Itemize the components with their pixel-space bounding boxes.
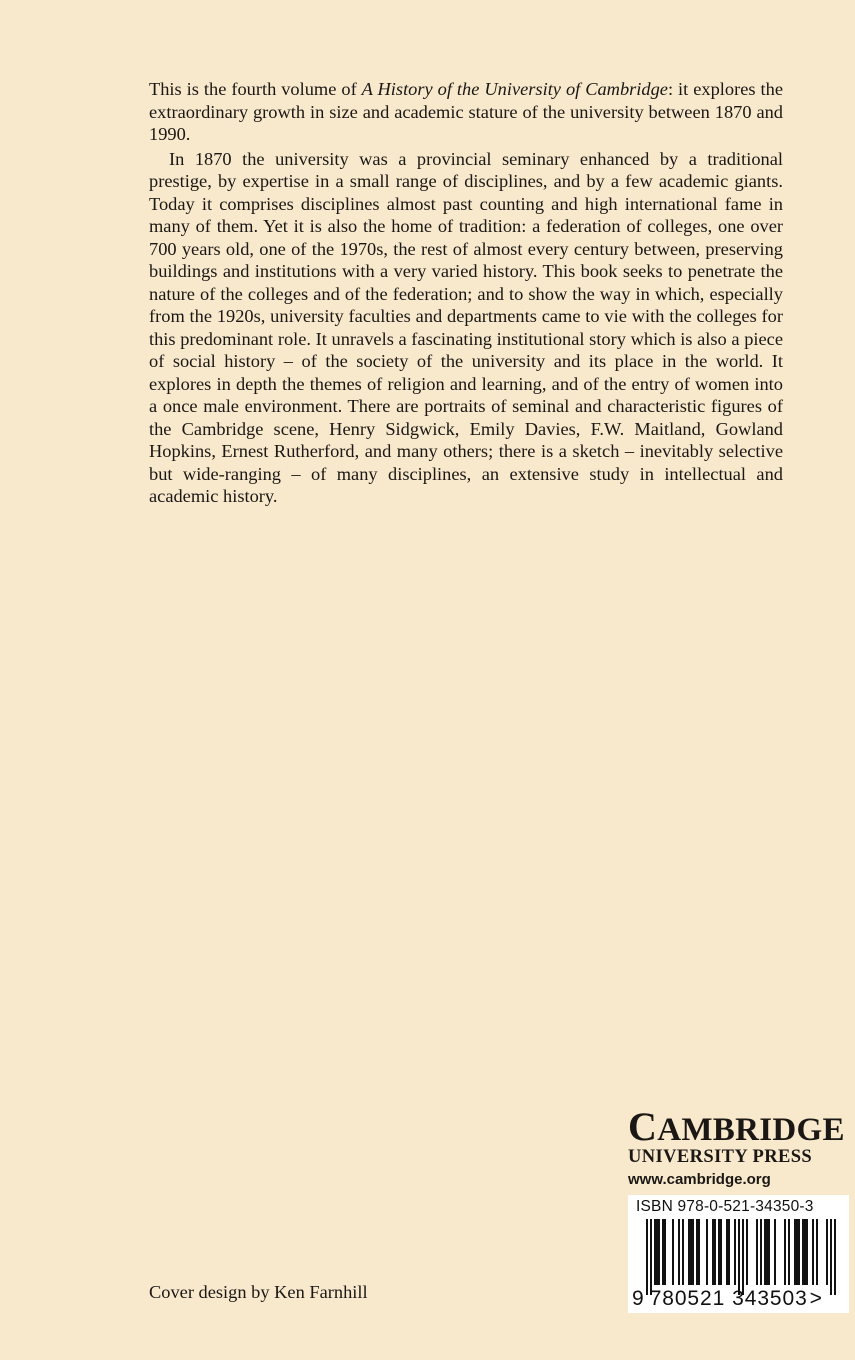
barcode-bar bbox=[718, 1219, 720, 1285]
barcode-bar bbox=[816, 1219, 818, 1285]
barcode-bar bbox=[788, 1219, 790, 1285]
barcode-bar bbox=[768, 1219, 770, 1285]
barcode-bar bbox=[698, 1219, 700, 1285]
barcode-bar bbox=[756, 1219, 758, 1285]
publisher-subtitle: UNIVERSITY PRESS bbox=[628, 1147, 813, 1167]
barcode-bar bbox=[650, 1219, 652, 1295]
isbn-barcode bbox=[628, 1195, 849, 1313]
barcode-bar bbox=[706, 1219, 708, 1285]
barcode-bar bbox=[692, 1219, 694, 1285]
barcode-bar bbox=[688, 1219, 690, 1285]
barcode-bar bbox=[664, 1219, 666, 1285]
barcode-bar bbox=[728, 1219, 730, 1285]
barcode-bar bbox=[672, 1219, 674, 1285]
publisher-logo bbox=[628, 1104, 850, 1188]
isbn-label: ISBN 978-0-521-34350-3 bbox=[636, 1198, 814, 1215]
barcode-bar bbox=[726, 1219, 728, 1285]
barcode-bar bbox=[734, 1219, 736, 1285]
back-cover-blurb bbox=[149, 78, 783, 508]
barcode-bar bbox=[834, 1219, 836, 1295]
barcode-bar bbox=[796, 1219, 798, 1285]
barcode-bar bbox=[696, 1219, 698, 1285]
publisher-name: CAMBRIDGE bbox=[628, 1104, 845, 1149]
barcode-bar bbox=[742, 1219, 744, 1295]
barcode-bar bbox=[812, 1219, 814, 1285]
barcode-bar bbox=[764, 1219, 766, 1285]
barcode-bar bbox=[802, 1219, 804, 1285]
barcode-bar bbox=[654, 1219, 656, 1285]
book-series-title: A History of the University of Cambridge bbox=[361, 79, 668, 99]
barcode-bar bbox=[746, 1219, 748, 1285]
barcode-bar bbox=[678, 1219, 680, 1285]
barcode-bar bbox=[760, 1219, 762, 1285]
barcode-bar bbox=[714, 1219, 716, 1285]
barcode-bar bbox=[658, 1219, 660, 1285]
barcode-bar bbox=[690, 1219, 692, 1285]
barcode-bar bbox=[738, 1219, 740, 1295]
barcode-bar bbox=[830, 1219, 832, 1295]
barcode-bar bbox=[804, 1219, 806, 1285]
barcode-bar bbox=[662, 1219, 664, 1285]
barcode-bar bbox=[682, 1219, 684, 1285]
barcode-bar bbox=[774, 1219, 776, 1285]
barcode-bar bbox=[646, 1219, 648, 1295]
barcode-bar bbox=[720, 1219, 722, 1285]
barcode-bar bbox=[784, 1219, 786, 1285]
barcode-bar bbox=[794, 1219, 796, 1285]
barcode-bar bbox=[656, 1219, 658, 1285]
barcode-bar bbox=[806, 1219, 808, 1285]
blurb-paragraph-1: This is the fourth volume of A History of the University of Cambridge: it explores the extraordinary growth in size and academic stature of the university between 1870 and 1990. bbox=[149, 79, 783, 144]
publisher-website: www.cambridge.org bbox=[628, 1171, 771, 1188]
barcode-bar bbox=[766, 1219, 768, 1285]
cover-design-credit: Cover design by Ken Farnhill bbox=[149, 1282, 368, 1302]
barcode-bar bbox=[826, 1219, 828, 1285]
barcode-bar bbox=[798, 1219, 800, 1285]
blurb-paragraph-2: In 1870 the university was a provincial seminary enhanced by a traditional prestige, by expertise in a small range of disciplines, and by a few academic giants. Today it comprises disciplines almost past counting and high international fame in many of them. Yet it is also the home of tradition: a federation of colleges, one over 700 years old, one of the 1970s, the rest of almost every century between, preserving buildings and institutions with a very varied history. This book seeks to penetrate the nature of the colleges and of the federation; and to show the way in which, especially from the 1920s, university faculties and departments came to vie with the colleges for this predominant role. It unravels a fascinating institutional story which is also a piece of social history – of the society of the university and its place in the world. It explores in depth the themes of religion and learning, and of the entry of women into a once male environment. There are portraits of seminal and characteristic figures of the Cambridge scene, Henry Sidgwick, Emily Davies, F.W. Maitland, Gowland Hopkins, Ernest Rutherford, and many others; there is a sketch – inevitably selective but wide-ranging – of many disciplines, an extensive study in intellectual and academic history. bbox=[149, 148, 783, 506]
barcode-digits: 9 780521 343503> bbox=[632, 1287, 822, 1310]
barcode-bar bbox=[712, 1219, 714, 1285]
